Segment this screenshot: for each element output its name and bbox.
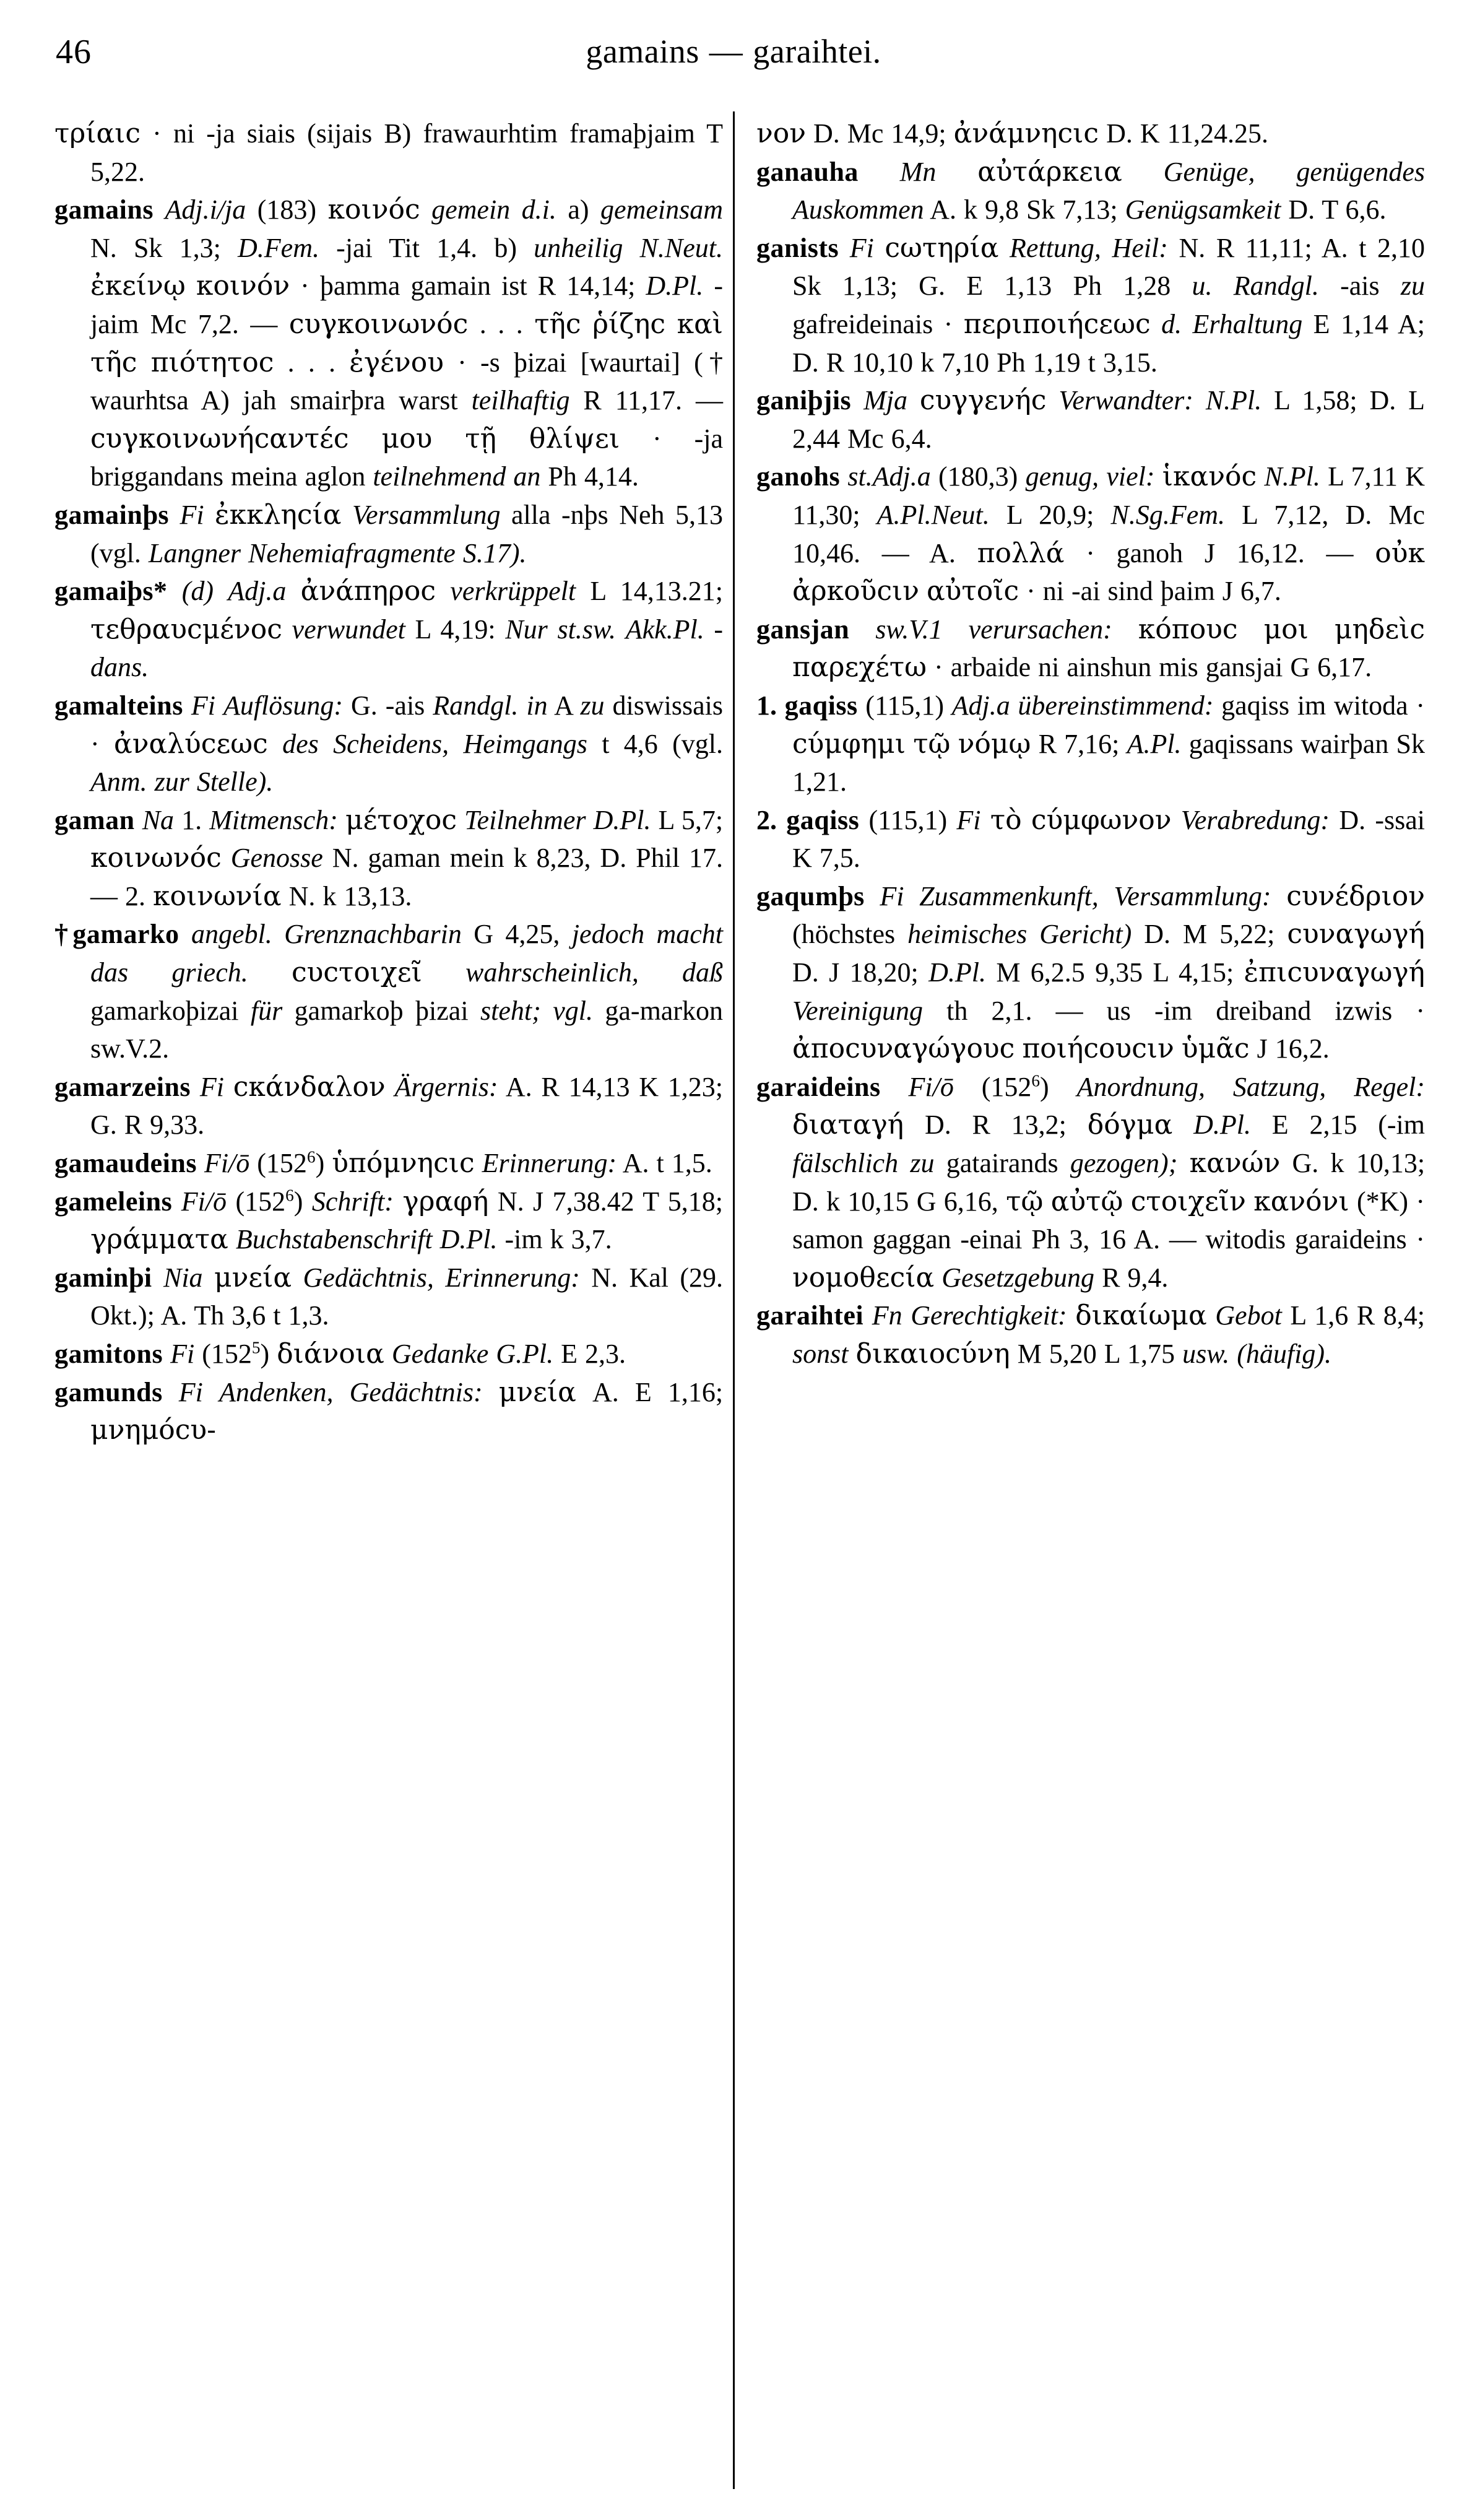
entry-body: Adj.i/ja (183) κοινόc gemein d.i. a) gemeinsam N. Sk 1,3; D.Fem. -jai Tit 1,4. b) unheilig N.Neut. ἐκείνῳ κοινόν · þamma gamain ist R 14,14; D.Pl. -jaim Mc 7,2. — cυγκοινωνόc . . . τῆc ῥίζηc καὶ τῆc πιότητοc . . . ἐγένου · -s þizai [waurtai] († waurhtsa A) jah smairþra warst teilhaftig R 11,17. — cυγκοινωνήcαντέc μου τῇ θλίψει · -ja briggandans meina aglon teilnehmend an Ph 4,14.	[90, 194, 724, 492]
dagger-mark: †	[54, 919, 73, 950]
dictionary-entry	[756, 687, 1425, 801]
entry-number: 1.	[756, 690, 777, 721]
entry-body: Fi cωτηρία Rettung, Heil: N. R 11,11; A. t 2,10 Sk 1,13; G. E 1,13 Ph 1,28 u. Randgl. -ais zu gafreideinais · περιποιήcεωc d. Erhaltung E 1,14 A; D. R 10,10 k 7,10 Ph 1,19 t 3,15.	[792, 232, 1426, 378]
dictionary-entry	[54, 115, 723, 191]
entry-body: angebl. Grenznachbarin G 4,25, jedoch macht das griech. cυcτοιχεῖ wahrscheinlich, daß gamarkoþizai für gamarkoþ þizai steht; vgl. ga-markon sw.V.2.	[90, 919, 724, 1064]
entry-lemma: gamitons	[54, 1339, 163, 1369]
entry-body: Fi ἐκκληcία Versammlung alla -nþs Neh 5,13 (vgl. Langner Nehemiafragmente S.17).	[90, 498, 724, 568]
entry-body: (d) Adj.a ἀνάπηροc verkrüppelt L 14,13.21; τεθραυcμένοc verwundet L 4,19: Nur st.sw. Akk.Pl. -dans.	[90, 575, 724, 683]
dictionary-entry	[54, 915, 723, 1067]
entry-lemma: ganiþjis	[756, 385, 852, 416]
dictionary-entry	[756, 229, 1425, 381]
page-header	[56, 32, 1411, 76]
entry-lemma: gamarzeins	[54, 1071, 191, 1102]
entry-lemma: gaqiss	[786, 804, 860, 835]
entry-lemma: gamaiþs*	[54, 576, 168, 607]
entry-body: Na 1. Mitmensch: μέτοχοc Teilnehmer D.Pl. L 5,7; κοινωνόc Genosse N. gaman mein k 8,23, D. Phil 17. — 2. κοινωνία N. k 13,13.	[90, 804, 724, 912]
dictionary-entry	[756, 1068, 1425, 1297]
entry-lemma: gaminþi	[54, 1262, 152, 1293]
entry-body: (115,1) Adj.a übereinstimmend: gaqiss im witoda · cύμφημι τῷ νόμῳ R 7,16; A.Pl. gaqissans wairþan Sk 1,21.	[792, 690, 1426, 797]
dictionary-entry	[756, 877, 1425, 1068]
entry-lemma: garaihtei	[756, 1300, 864, 1331]
running-head-right: garaihtei.	[753, 33, 881, 70]
entry-body: Mja cυγγενήc Verwandter: N.Pl. L 1,58; D. L 2,44 Mc 6,4.	[792, 385, 1426, 454]
dictionary-entry	[54, 687, 723, 801]
dictionary-entry	[756, 801, 1425, 877]
entry-lemma: gameleins	[54, 1186, 173, 1217]
dictionary-entry	[756, 153, 1425, 229]
entry-number: 2.	[756, 804, 777, 835]
entry-lemma: gamalteins	[54, 690, 183, 721]
running-head-dash: —	[709, 33, 743, 70]
entry-lemma: gaman	[54, 804, 135, 835]
entry-lemma: gaqumþs	[756, 880, 865, 911]
entry-body: Fi/ō $(152^6)$ Schrift: γραφή N. J 7,38.42 T 5,18; γράμματα Buchstabenschrift D.Pl. -im k 3,7.	[90, 1185, 724, 1256]
entry-body: Fn Gerechtigkeit: δικαίωμα Gebot L 1,6 R 8,4; sonst δικαιοcύνη M 5,20 L 1,75 usw. (häufig).	[792, 1300, 1425, 1370]
dictionary-entry	[756, 381, 1425, 458]
dictionary-entry	[54, 496, 723, 572]
entry-body: Fi Auflösung: G. -ais Randgl. in A zu diswissais · ἀναλύcεωc des Scheidens, Heimgangs t 4,6 (vgl. Anm. zur Stelle).	[90, 690, 724, 797]
dictionary-entry	[54, 1335, 723, 1373]
entry-lemma: ganauha	[756, 156, 859, 187]
entry-body: Fi/ō $(152^6)$ Anordnung, Satzung, Regel: διαταγή D. R 13,2; δόγμα D.Pl. E 2,15 (-im fälschlich zu gatairands gezogen); κανών G. k 10,13; D. k 10,15 G 6,16, τῷ αὐτῷ cτοιχεῖν κανόνι (*K) · samon gaggan -einai Ph 3, 16 A. — witodis garaideins · νομοθεcία Gesetzgebung R 9,4.	[792, 1071, 1426, 1293]
entry-lemma: ganohs	[756, 461, 841, 492]
entry-body: τρίαιc · ni -ja siais (sijais B) frawaurhtim framaþjaim T 5,22.	[54, 118, 723, 187]
entry-body: st.Adj.a (180,3) genug, viel: ἱκανόc N.Pl. L 7,11 K 11,30; A.Pl.Neut. L 20,9; N.Sg.Fem. L 7,12, D. Mc 10,46. — A. πολλά · ganoh J 16,12. — οὐκ ἀρκοῦcιν αὐτοῖc · ni -ai sind þaim J 6,7.	[792, 461, 1426, 607]
entry-body: Fi/ō $(152^6)$ ὑπόμνηcιc Erinnerung: A. t 1,5.	[204, 1147, 712, 1180]
entry-body: (115,1) Fi τὸ cύμφωνον Verabredung: D. -ssai K 7,5.	[792, 804, 1426, 874]
dictionary-entry	[54, 1144, 723, 1183]
running-head-left: gamains	[586, 33, 699, 70]
entry-lemma: gamains	[54, 194, 154, 225]
entry-body: Fi cκάνδαλον Ärgernis: A. R 14,13 K 1,23; G. R 9,33.	[90, 1071, 724, 1141]
dictionary-entry	[54, 191, 723, 496]
entry-body: Fi Andenken, Gedächtnis: μνεία A. E 1,16; μνημόcυ-	[90, 1376, 724, 1446]
entry-lemma: garaideins	[756, 1071, 881, 1102]
page-number: 46	[56, 33, 92, 71]
entry-body: Mn αὐτάρκεια Genüge, genügendes Auskommen A. k 9,8 Sk 7,13; Genügsamkeit D. T 6,6.	[792, 155, 1426, 225]
dictionary-entry	[54, 1259, 723, 1335]
left-column	[54, 115, 723, 1449]
entry-lemma: gamarko	[72, 919, 180, 950]
entry-lemma: gaqiss	[784, 690, 858, 721]
entry-body: Fi $(152^5)$ διάνοια Gedanke G.Pl. E 2,3.	[170, 1338, 626, 1370]
dictionary-entry	[756, 115, 1425, 153]
dictionary-entry	[54, 1068, 723, 1144]
right-column	[756, 115, 1425, 1373]
dictionary-entry	[756, 458, 1425, 610]
entry-lemma: gamainþs	[54, 499, 169, 530]
dictionary-entry	[756, 610, 1425, 687]
column-divider-rule	[733, 111, 735, 2489]
entry-lemma: gansjan	[756, 614, 850, 645]
entry-body: Nia μνεία Gedächtnis, Erinnerung: N. Kal (29. Okt.); A. Th 3,6 t 1,3.	[90, 1261, 724, 1331]
entry-lemma: gamunds	[54, 1376, 163, 1407]
entry-body: νον D. Mc 14,9; ἀνάμνηcιc D. K 11,24.25.	[756, 118, 1268, 149]
entry-lemma: ganists	[756, 232, 839, 263]
dictionary-entry	[54, 1183, 723, 1259]
running-head	[56, 32, 1411, 71]
dictionary-entry	[756, 1297, 1425, 1373]
dictionary-entry	[54, 801, 723, 916]
entry-body: sw.V.1 verursachen: κόπουc μοι μηδεὶc παρεχέτω · arbaide ni ainshun mis gansjai G 6,17.	[792, 613, 1426, 684]
dictionary-entry	[54, 1373, 723, 1449]
entry-body: Fi Zusammenkunft, Versammlung: cυνέδριον (höchstes heimisches Gericht) D. M 5,22; cυναγωγή D. J 18,20; D.Pl. M 6,2.5 9,35 L 4,15; ἐπιcυναγωγή Vereinigung th 2,1. — us -im dreiband izwis · ἀποcυναγώγουc ποιήcουcιν ὑμᾶc J 16,2.	[792, 880, 1426, 1065]
dictionary-entry	[54, 572, 723, 687]
entry-lemma: gamaudeins	[54, 1148, 197, 1179]
